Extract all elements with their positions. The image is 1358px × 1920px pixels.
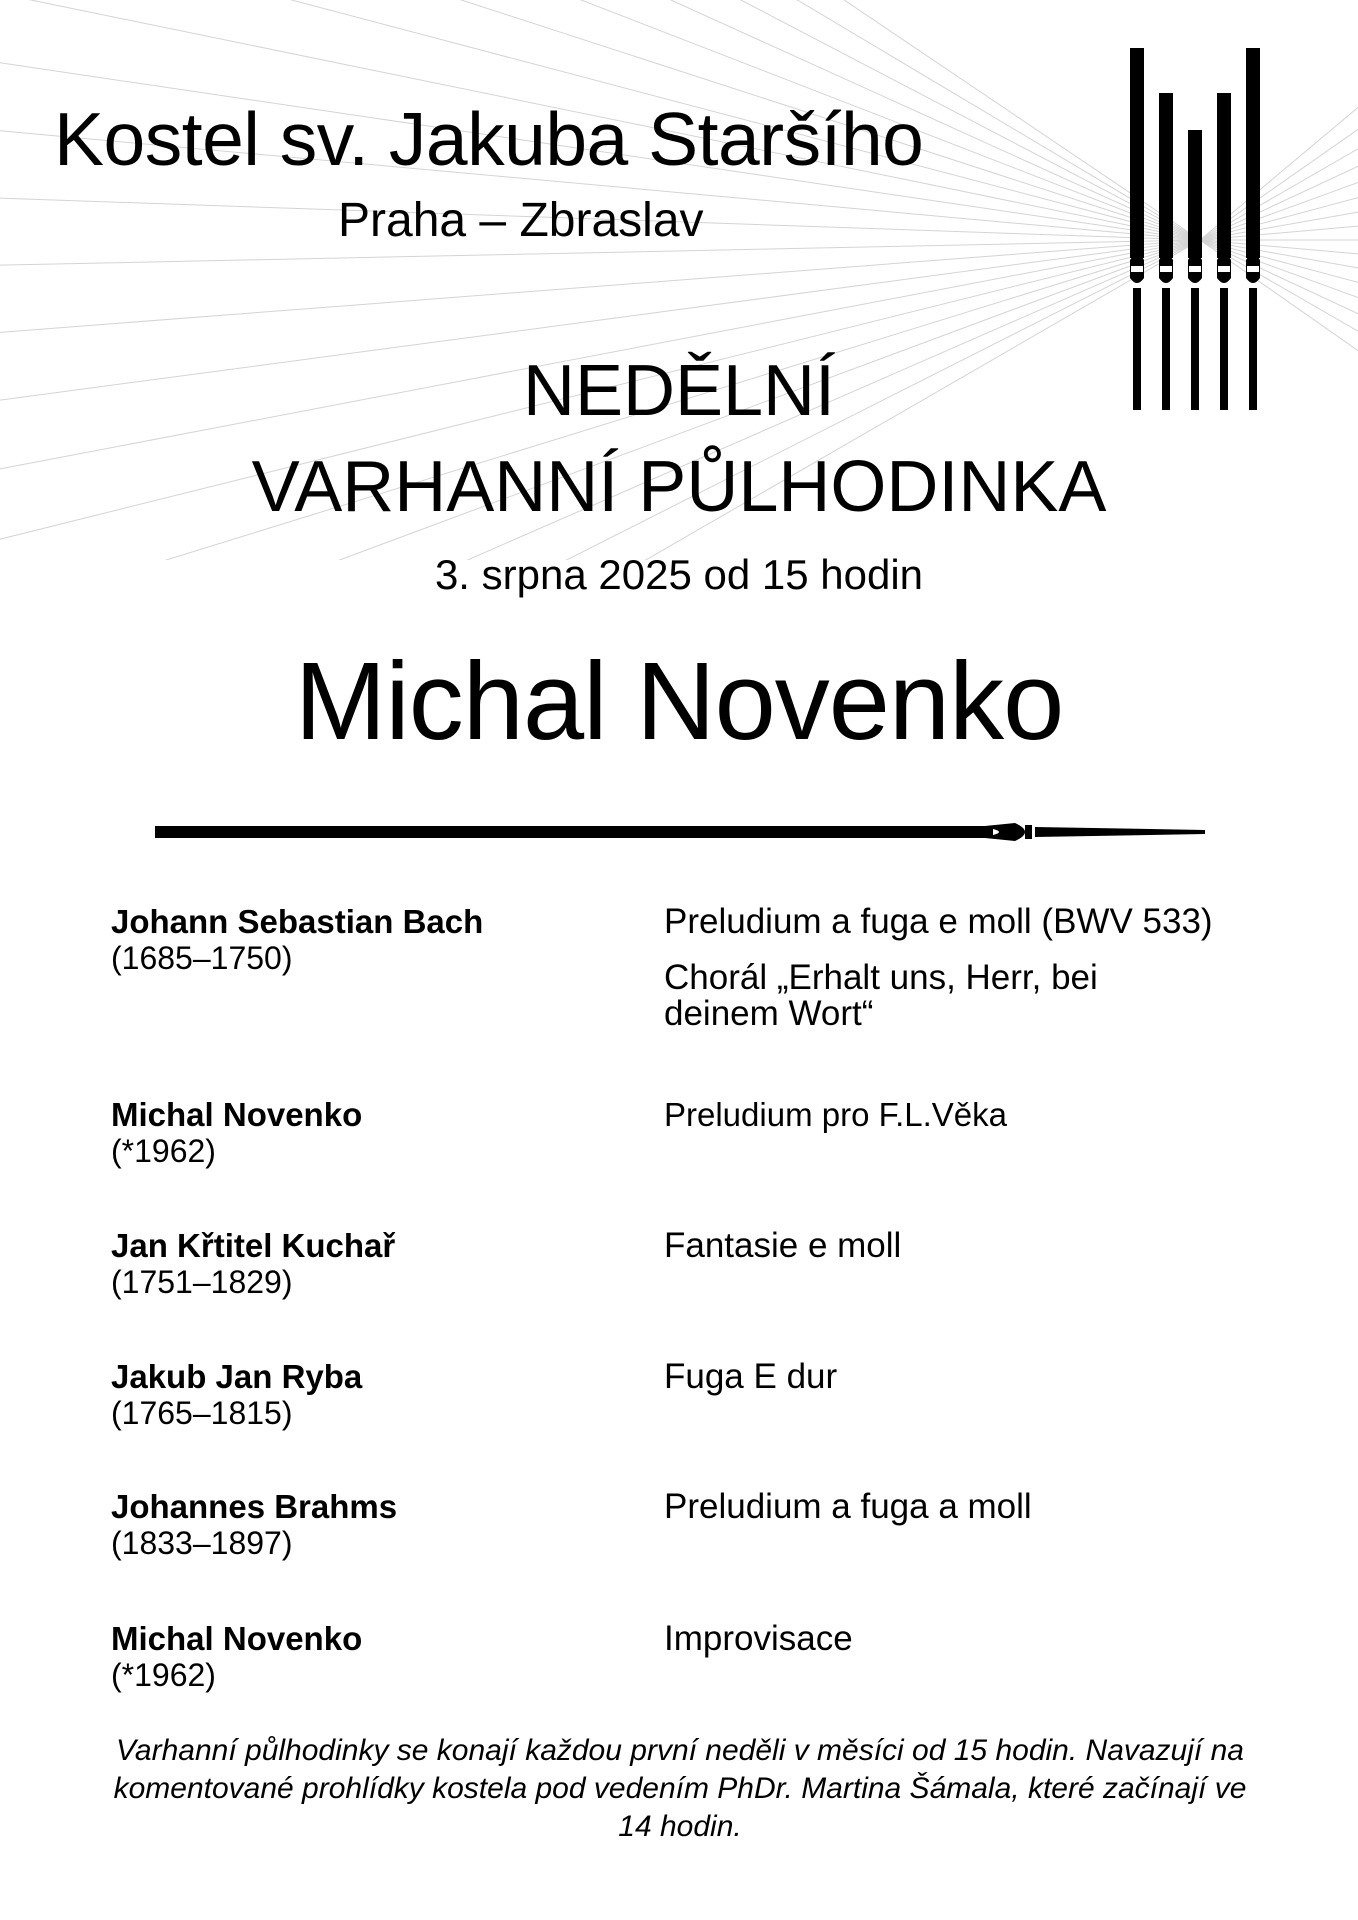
work-title: Preludium pro F.L.Věka	[664, 1096, 1008, 1133]
composer-dates: (1833–1897)	[111, 1525, 293, 1561]
program-item-5	[0, 1489, 1358, 1569]
event-title-line1: NEDĚLNÍ	[522, 351, 836, 431]
program-item-1	[0, 904, 1358, 1034]
work-title: Preludium a fuga a moll	[664, 1487, 1032, 1526]
program-item-3	[0, 1228, 1358, 1308]
work-title: Improvisace	[664, 1619, 853, 1658]
composer-dates: (1765–1815)	[111, 1395, 293, 1431]
composer-name: Michal Novenko	[111, 1096, 363, 1133]
composer-dates: (1685–1750)	[111, 940, 293, 976]
composer-dates: (*1962)	[111, 1133, 216, 1169]
event-title-line2: VARHANNÍ PŮLHODINKA	[251, 447, 1107, 527]
composer-dates: (*1962)	[111, 1657, 216, 1693]
composer-dates: (1751–1829)	[111, 1264, 293, 1300]
program-item-4	[0, 1359, 1358, 1439]
work-title: Chorál „Erhalt uns, Herr, bei deinem Wort“	[664, 958, 1098, 1033]
work-title: Fantasie e moll	[664, 1226, 902, 1265]
composer-name: Jakub Jan Ryba	[111, 1358, 363, 1395]
composer-name: Johannes Brahms	[111, 1488, 398, 1525]
church-location: Praha – Zbraslav	[338, 194, 704, 247]
organ-pipe-divider-icon	[155, 820, 1205, 844]
work-title: Preludium a fuga e moll (BWV 533)	[664, 902, 1213, 941]
work-title: Fuga E dur	[664, 1357, 838, 1396]
footer-note: Varhanní půlhodinky se konají každou první neděli v měsíci od 15 hodin. Navazují na komentované prohlídky kostela pod vedením PhDr. Martina Šámala, které začínají ve 14 hodin.	[113, 1734, 1247, 1843]
program-item-2	[0, 1097, 1358, 1177]
program-item-6	[0, 1621, 1358, 1701]
event-date: 3. srpna 2025 od 15 hodin	[434, 551, 924, 598]
composer-name: Jan Křtitel Kuchař	[111, 1227, 396, 1264]
composer-name: Michal Novenko	[111, 1620, 363, 1657]
performer-name: Michal Novenko	[294, 640, 1064, 763]
church-title: Kostel sv. Jakuba Staršího	[54, 97, 924, 181]
composer-name: Johann Sebastian Bach	[111, 903, 484, 940]
